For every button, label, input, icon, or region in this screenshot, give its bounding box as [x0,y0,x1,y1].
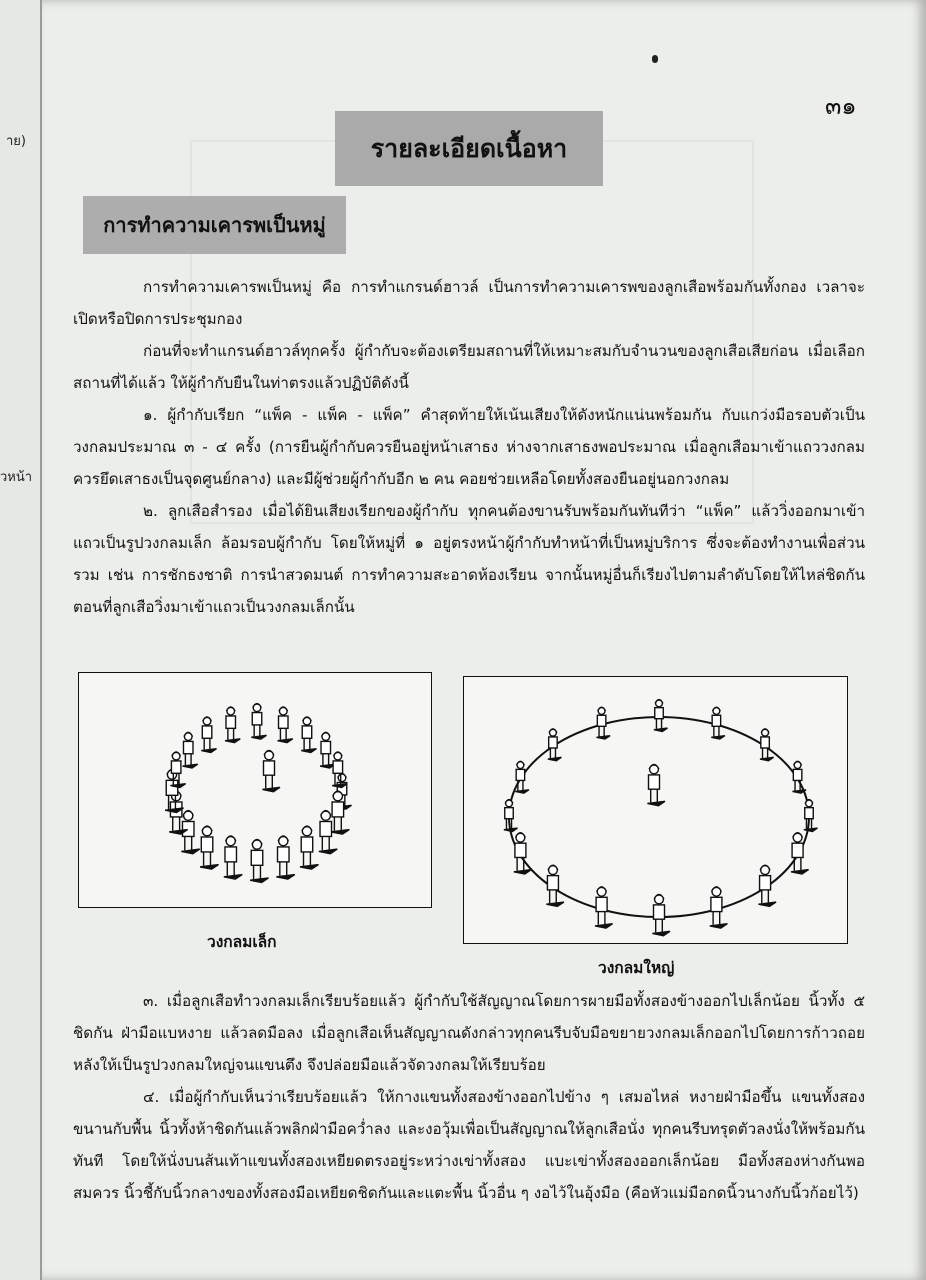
scout-figure [224,836,242,879]
scout-figure [225,707,240,743]
scout-figure [504,800,518,832]
scout-figure [276,836,294,879]
scout-figure [200,826,218,869]
paragraph: การทำความเคารพเป็นหมู่ คือ การทำแกรนด์ฮาวล์ เป็นการทำความเคารพของลูกเสือพร้อมกันทั้งกอง เวลาจะเปิดหรือปิดการประชุมกอง [73,278,865,328]
adjacent-page-fragment: วหน้า [0,470,33,485]
scout-figure [760,729,774,761]
scout-figure [515,761,529,793]
scout-figure [595,887,613,928]
scout-figure [804,800,818,832]
scout-figure [331,791,349,834]
scout-figure [548,729,562,761]
scout-figure [183,732,198,768]
body-text-bottom [73,985,865,1209]
large-circle-illustration [463,676,848,944]
adjacent-page-edge [0,0,43,1280]
paragraph: ๒. ลูกเสือสำรอง เมื่อได้ยินเสียงเรียกของผู้กำกับ ทุกคนต้องขานรับพร้อมกันทันทีว่า “แพ็ค” แล้ววิ่งออกมาเข้าแถวเป็นรูปวงกลมเล็ก ล้อมรอบผู้กำกับ โดยให้หมู่ที่ ๑ อยู่ตรงหน้าผู้กำกับทำหน้าที่เป็นหมู่บริการ ซึ่งจะต้องทำงานเพื่อส่วนรวม เช่น การชักธงชาติ การนำสวดมนต์ การทำความสะอาดห้องเรียน จากนั้นหมู่อื่นก็เรียงไปตามลำดับโดยให้ไหล่ชิดกัน ตอนที่ลูกเสือวิ่งมาเข้าแถวเป็นวงกลมเล็กนั้น [73,502,865,616]
scout-figure [711,707,725,739]
small-circle-drawing [79,673,431,907]
paragraph: ๔. เมื่อผู้กำกับเห็นว่าเรียบร้อยแล้ว ให้กางแขนทั้งสองข้างออกไปข้าง ๆ เสมอไหล่ หงายฝ่ามือขึ้น แขนทั้งสองขนานกับพื้น นิ้วทั้งห้าชิดกันแล้วพลิกฝ่ามือคว่ำลง และงอวุ้มเพื่อเป็นสัญญาณให้ลูกเสือนั่ง ทุกคนรีบทรุดตัวลงนั่งให้พร้อมกันทันที โดยให้นั่งบนส้นเท้าแขนทั้งสองเหยียดตรงอยู่ระหว่างเข่าทั้งสอง แบะเข่าทั้งสองออกเล็กน้อย มือทั้งสองห่างกันพอสมควร นิ้วชี้กับนิ้วกลางของทั้งสองมือเหยียดชิดกันและแตะพื้น นิ้วอื่น ๆ งอไว้ในอุ้งมือ (คือหัวแม่มือกดนิ้วนางกับนิ้วก้อยไว้) [73,1088,865,1202]
section-heading-text: การทำความเคารพเป็นหมู่ [103,213,326,237]
ink-speck [652,55,658,63]
scout-figure [250,839,268,882]
paragraph: ๓. เมื่อลูกเสือทำวงกลมเล็กเรียบร้อยแล้ว ผู้กำกับใช้สัญญาณโดยการผายมือทั้งสองข้างออกไปเล็กน้อย นิ้วทั้ง ๕ ชิดกัน ฝ่ามือแบหงาย แล้วลดมือลง เมื่อลูกเสือเห็นสัญญาณดังกล่าวทุกคนรีบจับมือขยายวงกลมเล็กออกไปโดยการก้าวถอยหลังให้เป็นรูปวงกลมใหญ่จนแขนตึง จึงปล่อยมือแล้วจัดวงกลมให้เรียบร้อย [73,992,865,1074]
small-circle-caption: วงกลมเล็ก [207,933,277,951]
scout-figure [201,717,216,753]
main-heading-text: รายละเอียดเนื้อหา [370,133,568,163]
main-heading [335,111,603,186]
leader-figure [262,750,280,791]
leader-figure [647,764,665,805]
body-text-top [73,271,865,623]
scout-figure [546,865,564,906]
section-heading [83,196,346,254]
paragraph: ๑. ผู้กำกับเรียก “แพ็ค - แพ็ค - แพ็ค” คำสุดท้ายให้เน้นเสียงให้ดังหนักแน่นพร้อมกัน กับแกว่งมือรอบตัวเป็นวงกลมประมาณ ๓ - ๔ ครั้ง (การยืนผู้กำกับควรยืนอยู่หน้าเสาธง ห่างจากเสาธงพอประมาณ เมื่อลูกเสือมาเข้าแถววงกลม ควรยึดเสาธงเป็นจุดศูนย์กลาง) และมีผู้ช่วยผู้กำกับอีก ๒ คน คอยช่วยเหลือโดยทั้งสองยืนอยู่นอกวงกลม [73,406,865,488]
scout-figure [251,704,266,740]
small-circle-illustration [78,672,432,908]
scout-figure [301,717,316,753]
scout-figure [300,826,318,869]
scout-figure [652,894,670,935]
scout-figure [758,865,776,906]
scout-figure [654,700,668,732]
scout-figure [278,707,293,743]
page-number: ๓๑ [825,92,857,120]
paragraph: ก่อนที่จะทำแกรนด์ฮาวล์ทุกครั้ง ผู้กำกับจะต้องเตรียมสถานที่ให้เหมาะสมกับจำนวนของลูกเสือเสียก่อน เมื่อเลือกสถานที่ได้แล้ว ให้ผู้กำกับยืนในท่าตรงแล้วปฏิบัติดังนี้ [73,342,865,392]
scout-figure [792,761,806,793]
large-circle-caption: วงกลมใหญ่ [598,959,675,977]
large-circle-drawing [464,677,847,943]
adjacent-page-fragment: าย) [6,134,26,149]
